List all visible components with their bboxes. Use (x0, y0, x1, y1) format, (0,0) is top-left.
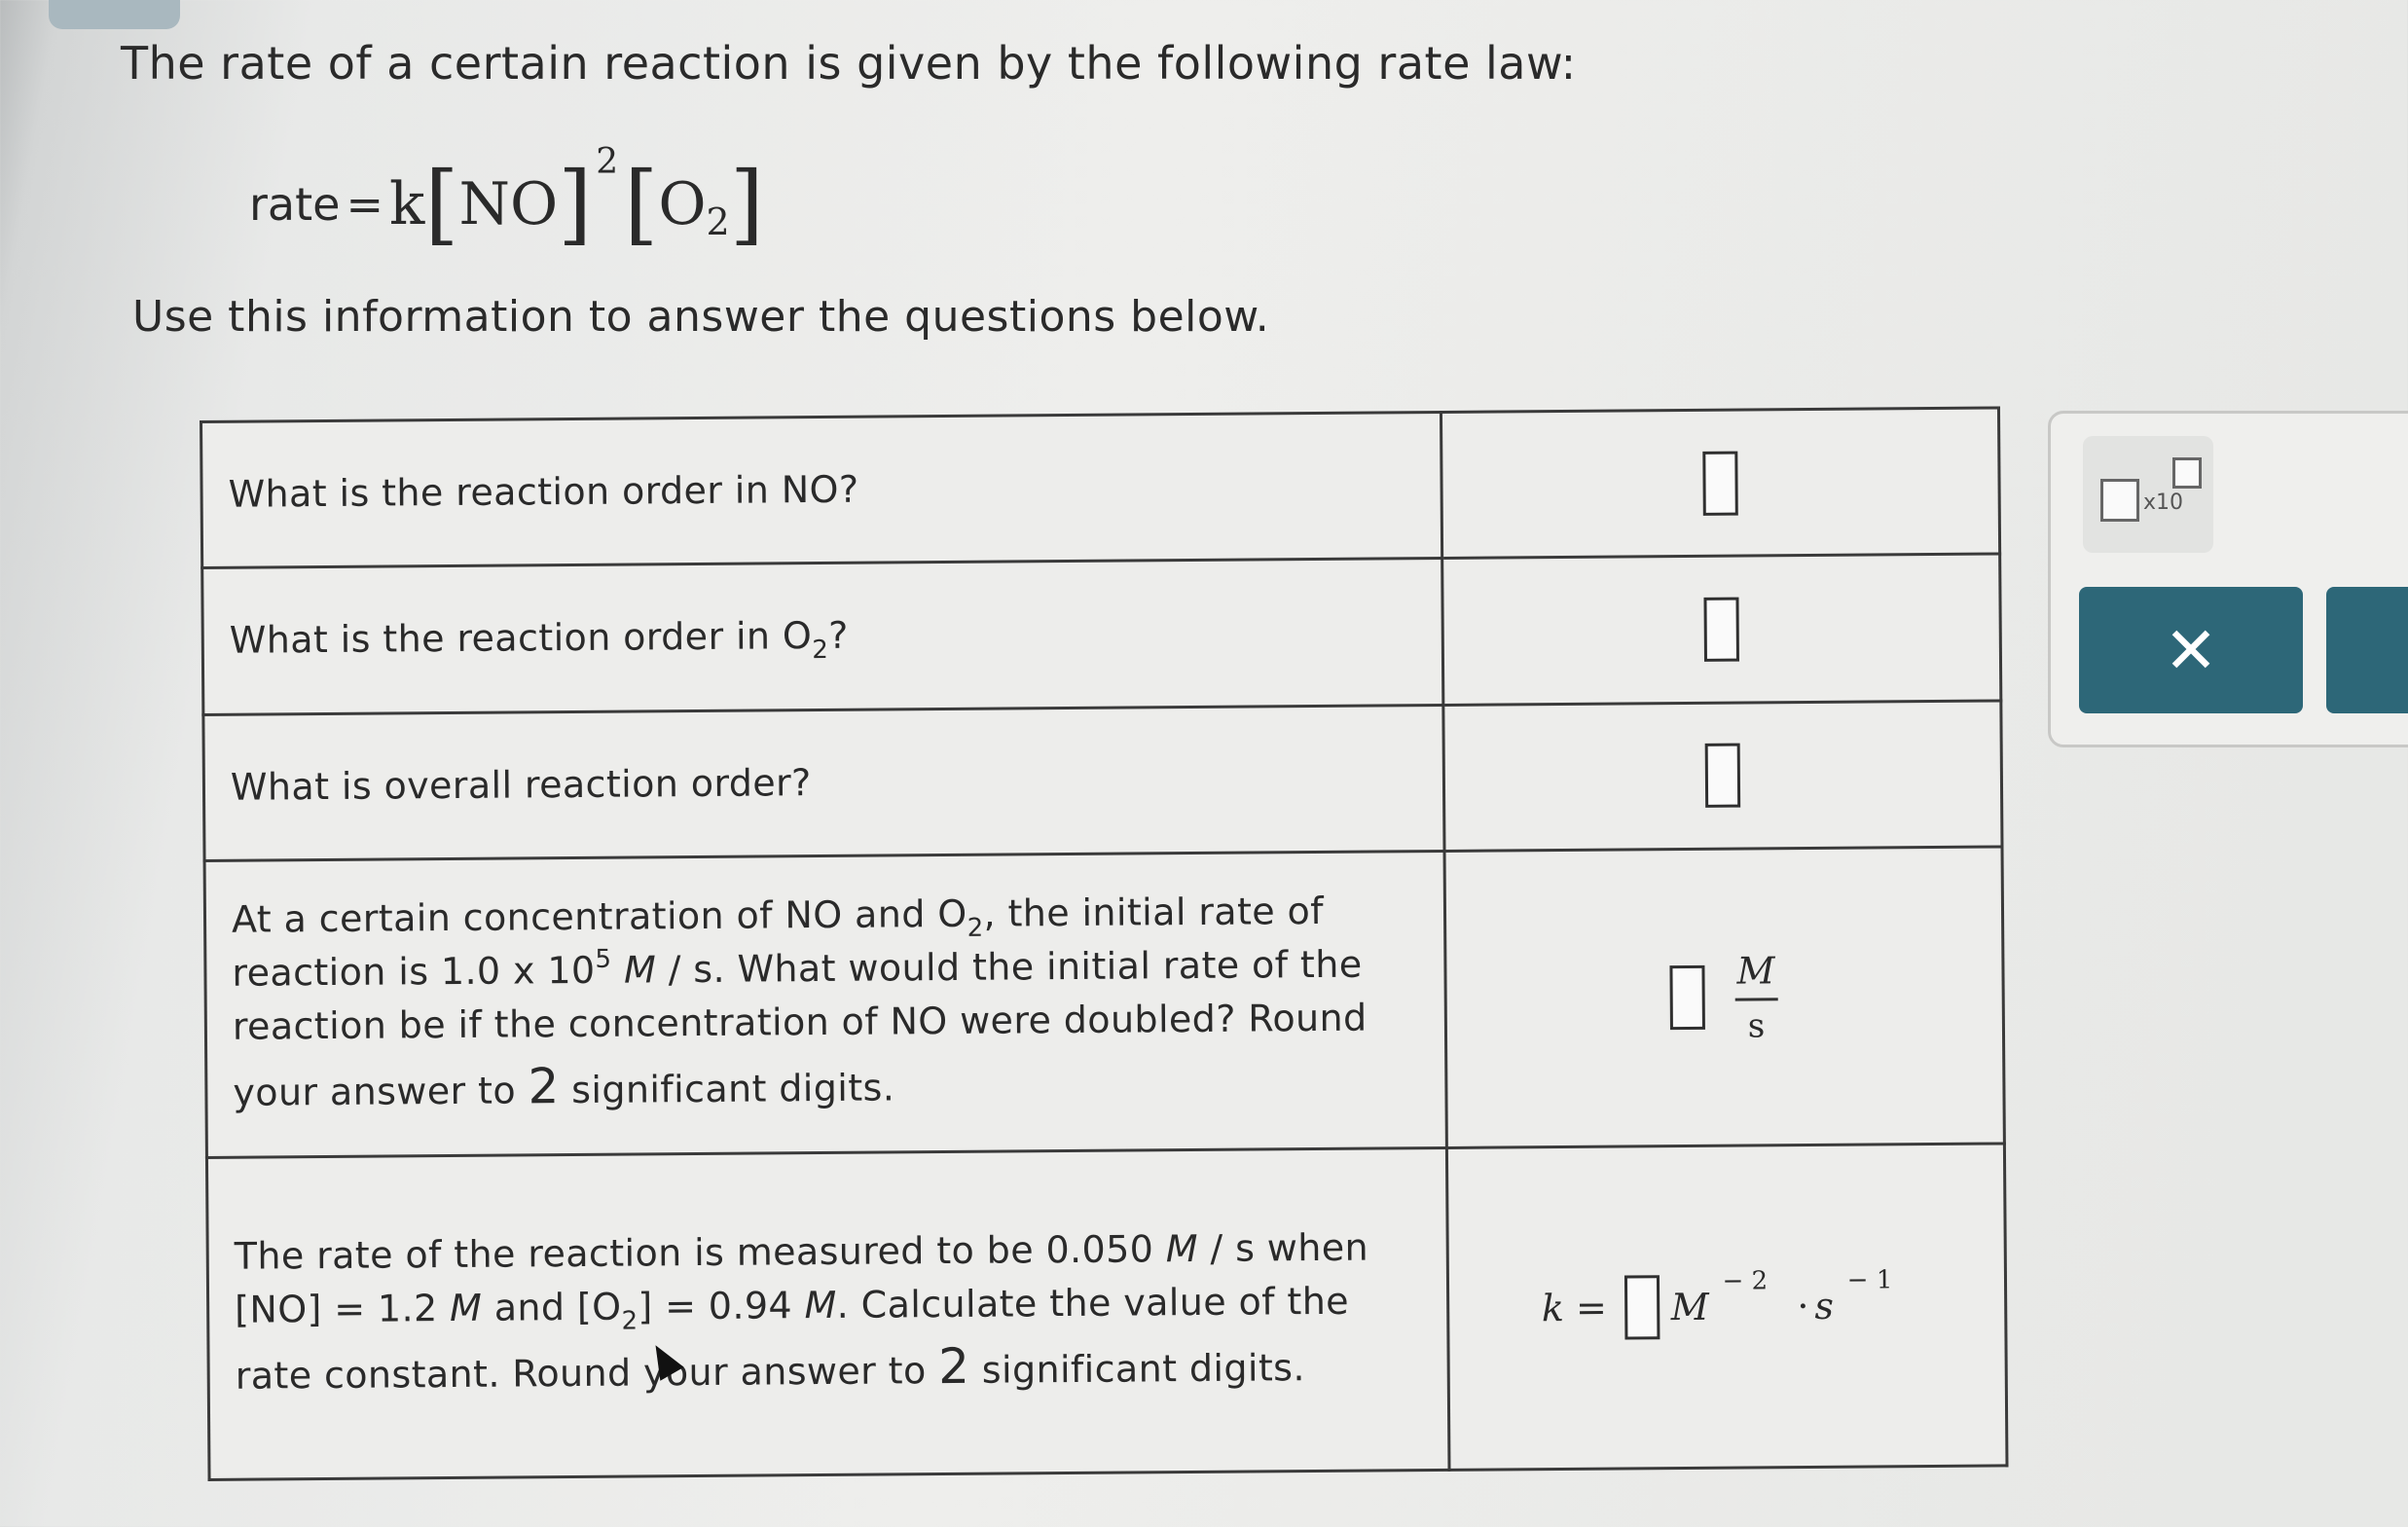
answer-cell (1446, 1144, 2007, 1470)
unit-m-per-s: $\frac{M}{s}$ (1733, 949, 1779, 1045)
table-row (206, 1144, 2007, 1479)
table-row (204, 847, 2004, 1158)
instructions: Use this information to answer the questions below. (132, 292, 1270, 342)
rate-constant-expression: k = M − 2 · s − 1 (1542, 1273, 1913, 1340)
rate-constant-input[interactable] (1624, 1275, 1660, 1339)
question-order-o2: What is the reaction order in $O_2$? (202, 559, 1443, 714)
sci-base-box-icon (2100, 479, 2139, 522)
overall-order-input[interactable] (1705, 744, 1741, 808)
bracket-open: [ (424, 153, 459, 255)
sci-exponent-box-icon (2172, 457, 2202, 489)
question-order-no: What is the reaction order in NO? (201, 412, 1442, 567)
table-row (201, 408, 2000, 568)
clear-button[interactable] (2079, 587, 2303, 713)
bracket-close: ] (729, 153, 764, 255)
order-no-input[interactable] (1702, 451, 1738, 515)
equals-sign: = (346, 178, 383, 231)
doubled-rate-input[interactable] (1669, 965, 1705, 1030)
top-tab[interactable] (49, 0, 180, 29)
scientific-notation-button[interactable] (2083, 436, 2213, 553)
species-o2: O (658, 170, 707, 238)
question-doubled-rate: At a certain concentration of NO and $O_2$, the initial rate of reaction is 1.0 x $10^5$ M / s. What would the initial rate of the reaction be if the concentration of NO were doubled? Round your answer to 2 significant digits. (204, 851, 1446, 1158)
rate-law-equation (249, 141, 764, 258)
rate-constant-k: k (388, 170, 425, 238)
question-overall-order: What is overall reaction order? (203, 705, 1444, 860)
question-rate-constant: The rate of the reaction is measured to be 0.050 M / s when [NO] = 1.2 M and $[O_2] = 0.94$ M. Calculate the value of the rate constant. Round your answer to 2 significant digits. (206, 1148, 1449, 1480)
problem-intro: The rate of a certain reaction is given by the following rate law: (121, 37, 1577, 90)
species-no: NO (458, 170, 559, 238)
answer-cell (1441, 408, 1999, 559)
order-o2-input[interactable] (1703, 597, 1739, 661)
question-table (200, 406, 2009, 1480)
undo-button[interactable] (2326, 587, 2408, 713)
table-row (202, 554, 2001, 714)
exponent-no: 2 (596, 141, 619, 182)
answer-cell (1442, 554, 2001, 705)
bracket-open: [ (624, 153, 659, 255)
answer-cell (1443, 701, 2002, 852)
sci-x10-label: x10 (2143, 491, 2184, 515)
bracket-close: ] (558, 153, 593, 255)
subscript-o2: 2 (706, 200, 730, 243)
table-row (203, 701, 2002, 861)
rate-label: rate (249, 178, 341, 231)
close-icon: ✕ (2164, 612, 2218, 688)
answer-cell (1444, 847, 2004, 1148)
